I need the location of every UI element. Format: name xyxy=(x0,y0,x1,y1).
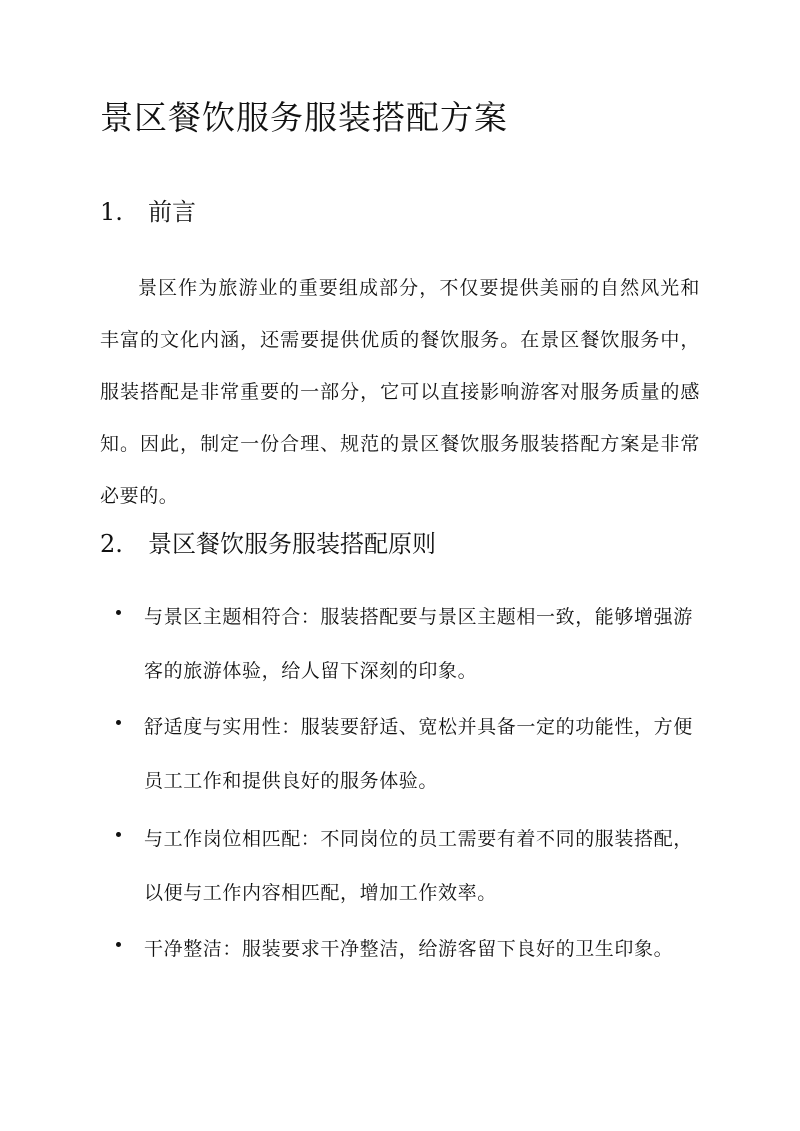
document-title: 景区餐饮服务服装搭配方案 xyxy=(100,98,508,137)
bullet-text: 舒适度与实用性：服装要舒适、宽松并具备一定的功能性，方便员工工作和提供良好的服务体验。 xyxy=(144,716,693,792)
section-title: 景区餐饮服务服装搭配原则 xyxy=(148,530,436,558)
preface-paragraph: 景区作为旅游业的重要组成部分，不仅要提供美丽的自然风光和丰富的文化内涵，还需要提供优质的餐饮服务。在景区餐饮服务中，服装搭配是非常重要的一部分，它可以直接影响游客对服务质量的感知。因此，制定一份合理、规范的景区餐饮服务服装搭配方案是非常必要的。 xyxy=(100,277,700,507)
bullet-text: 与景区主题相符合：服装搭配要与景区主题相一致，能够增强游客的旅游体验，给人留下深刻的印象。 xyxy=(144,606,693,682)
bullet-icon xyxy=(116,610,121,615)
section-title: 前言 xyxy=(148,198,196,226)
section-number: 1. xyxy=(100,198,123,226)
section-heading-principles xyxy=(100,528,436,560)
bullet-text: 干净整洁：服装要求干净整洁，给游客留下良好的卫生印象。 xyxy=(144,938,674,960)
bullet-icon xyxy=(116,720,121,725)
section-heading-preface xyxy=(100,196,196,228)
bullet-icon xyxy=(116,942,121,947)
bullet-text: 与工作岗位相匹配：不同岗位的员工需要有着不同的服装搭配，以便与工作内容相匹配，增加工作效率。 xyxy=(144,828,693,904)
section-number: 2. xyxy=(100,530,123,558)
bullet-icon xyxy=(116,832,121,837)
